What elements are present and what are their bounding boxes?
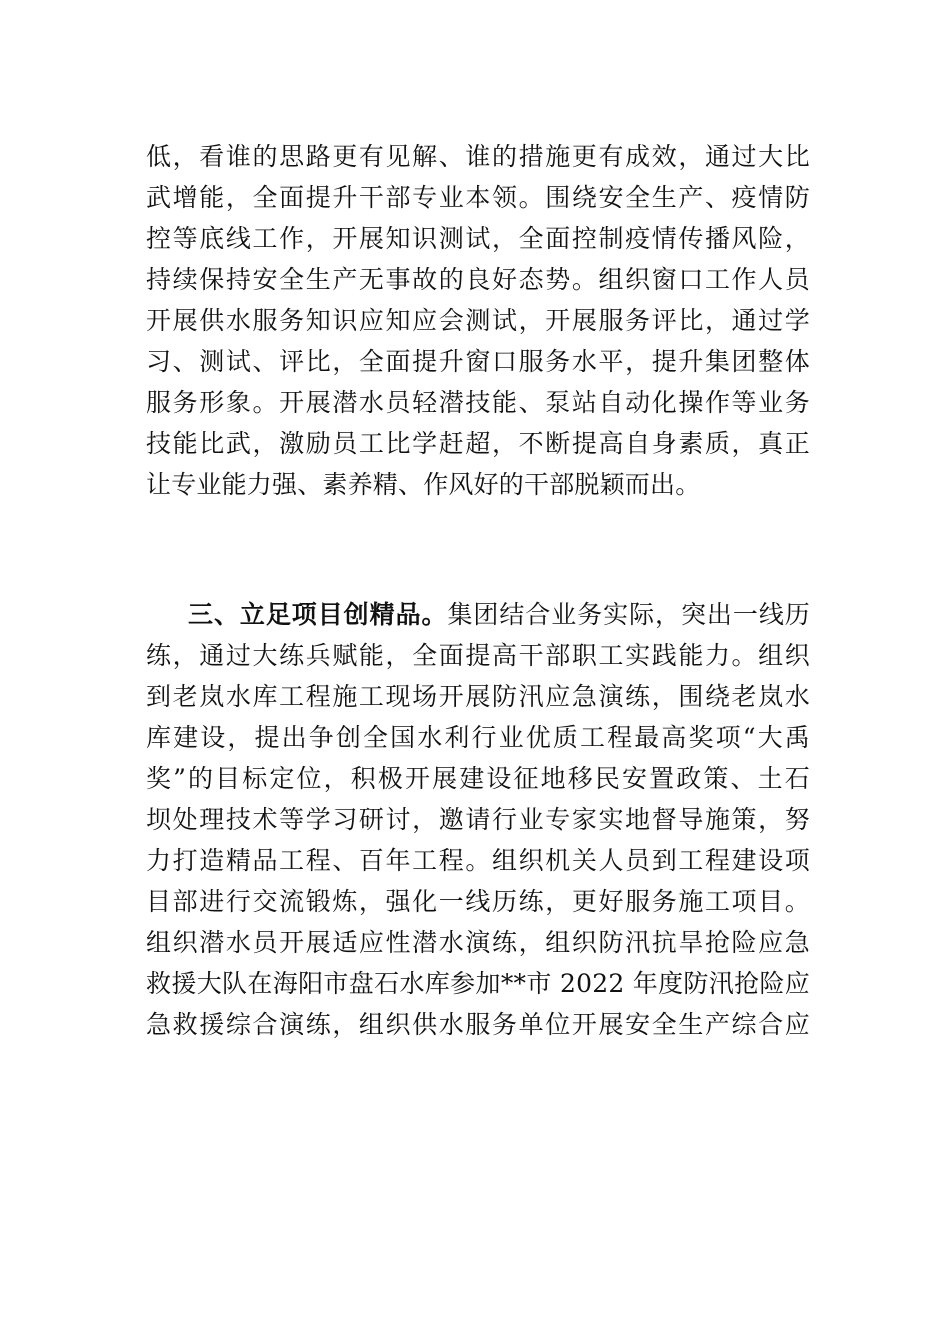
paragraph-project-excellence <box>146 594 810 1045</box>
paragraph-line: 让专业能力强、素养精、作风好的干部脱颖而出。 <box>146 470 701 499</box>
paragraph-line: 习、测试、评比，全面提升窗口服务水平，提升集团整体 <box>146 347 810 376</box>
paragraph-line: 目部进行交流锻炼，强化一线历练，更好服务施工项目。 <box>146 887 810 916</box>
paragraph-skills-competition <box>146 136 810 505</box>
paragraph-line: 救援大队在海阳市盘石水库参加**市 2022 年度防汛抢险应 <box>146 969 810 998</box>
paragraph-line: 武增能，全面提升干部专业本领。围绕安全生产、疫情防 <box>146 183 810 212</box>
paragraph-lead-text: 集团结合业务实际，突出一线历 <box>447 600 810 629</box>
paragraph-line: 到老岚水库工程施工现场开展防汛应急演练，围绕老岚水 <box>146 682 810 711</box>
paragraph-first-line <box>146 594 810 635</box>
paragraph-line: 控等底线工作，开展知识测试，全面控制疫情传播风险， <box>146 224 810 253</box>
paragraph-line: 开展供水服务知识应知应会测试，开展服务评比，通过学 <box>146 306 810 335</box>
paragraph-line: 练，通过大练兵赋能，全面提高干部职工实践能力。组织 <box>146 641 810 670</box>
paragraph-line: 坝处理技术等学习研讨，邀请行业专家实地督导施策，努 <box>146 805 810 834</box>
paragraph-line: 急救援综合演练，组织供水服务单位开展安全生产综合应 <box>146 1010 810 1039</box>
paragraph-line: 服务形象。开展潜水员轻潜技能、泵站自动化操作等业务 <box>146 388 810 417</box>
paragraph-line: 持续保持安全生产无事故的良好态势。组织窗口工作人员 <box>146 265 810 294</box>
section-heading: 三、立足项目创精品。 <box>188 600 448 629</box>
paragraph-line: 力打造精品工程、百年工程。组织机关人员到工程建设项 <box>146 846 810 875</box>
paragraph-line: 技能比武，激励员工比学赶超，不断提高自身素质，真正 <box>146 429 810 458</box>
paragraph-line: 库建设，提出争创全国水利行业优质工程最高奖项“大禹 <box>146 723 810 752</box>
paragraph-line: 奖”的目标定位，积极开展建设征地移民安置政策、土石 <box>146 764 810 793</box>
paragraph-line: 组织潜水员开展适应性潜水演练，组织防汛抗旱抢险应急 <box>146 928 810 957</box>
paragraph-line: 低，看谁的思路更有见解、谁的措施更有成效，通过大比 <box>146 142 810 171</box>
